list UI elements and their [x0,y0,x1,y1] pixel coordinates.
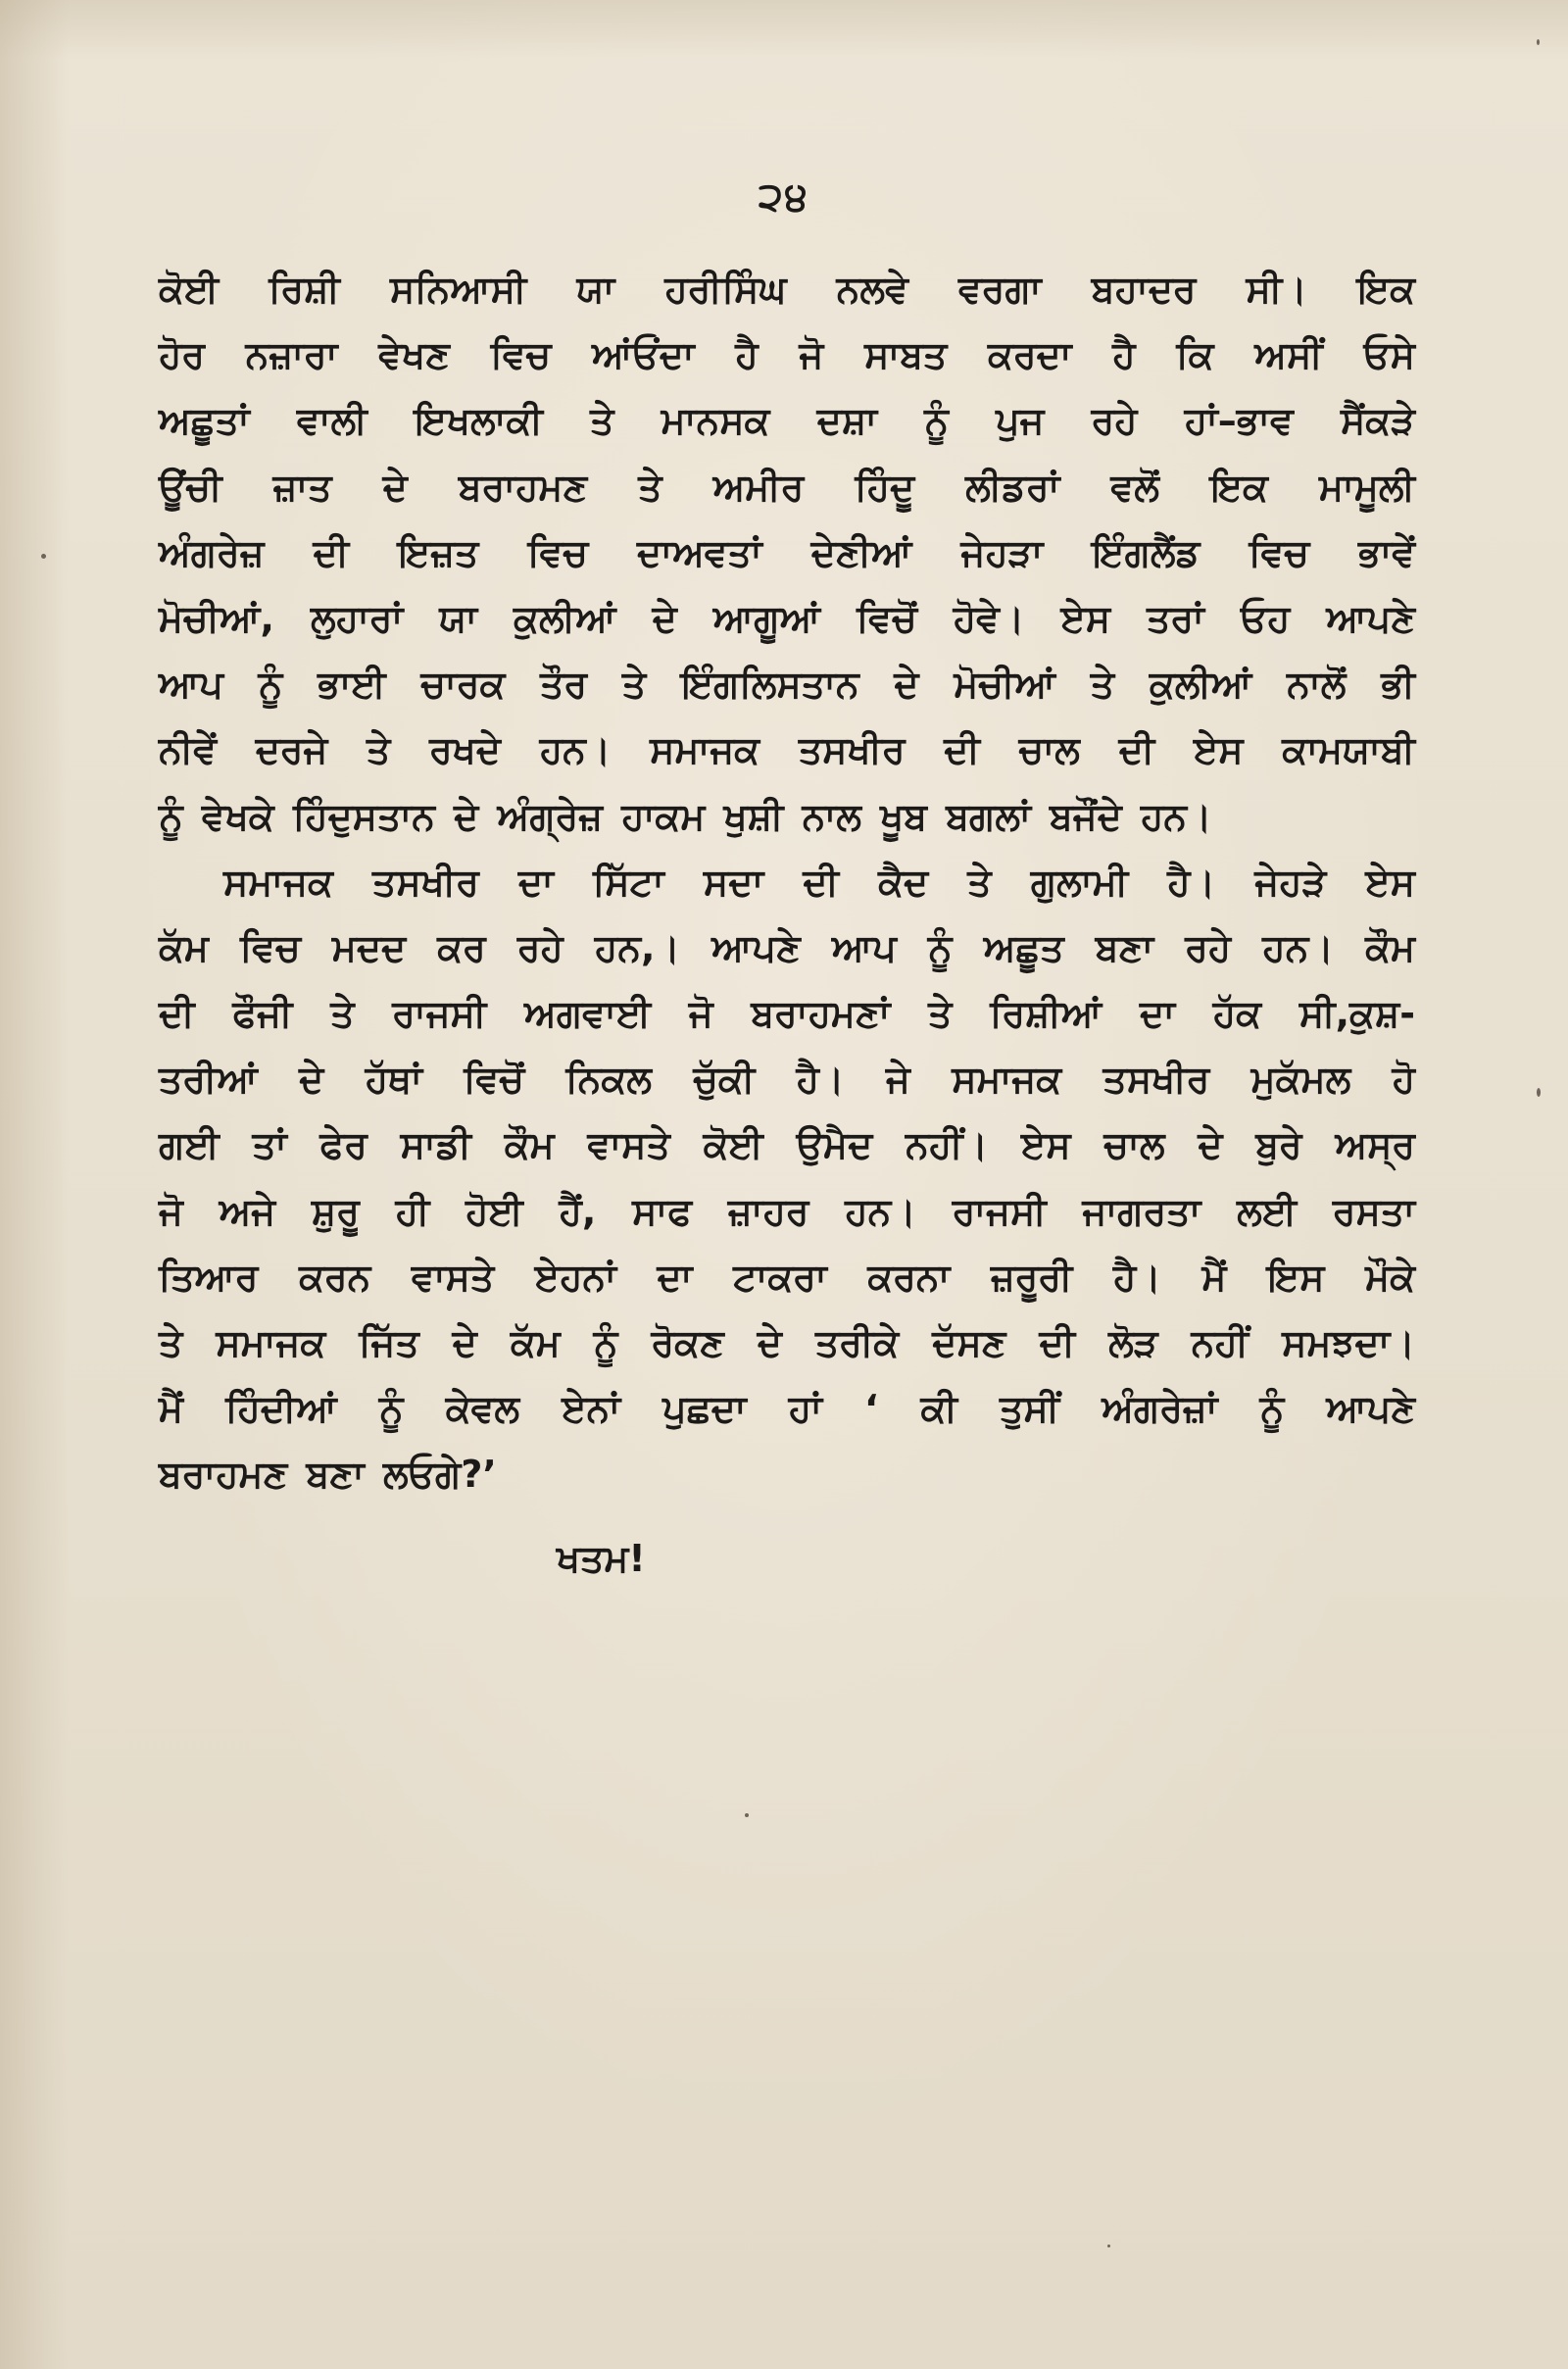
text-line-18: ਮੈਂ ਹਿੰਦੀਆਂ ਨੂੰ ਕੇਵਲ ਏਨਾਂ ਪੁਛਦਾ ਹਾਂ ‘ ਕੀ ਤੁਸੀਂ ਅੰਗਰੇਜ਼ਾਂ ਨੂੰ ਆਪਣੇ [159,1387,1415,1431]
text-line-5: ਅੰਗਰੇਜ਼ ਦੀ ਇਜ਼ਤ ਵਿਚ ਦਾਅਵਤਾਂ ਦੇਣੀਆਂ ਜੇਹੜਾ ਇੰਗਲੈਂਡ ਵਿਚ ਭਾਵੇਂ [159,530,1415,574]
text-line-14: ਗਈ ਤਾਂ ਫੇਰ ਸਾਡੀ ਕੌਮ ਵਾਸਤੇ ਕੋਈ ਉਮੈਦ ਨਹੀਂ। ਏਸ ਚਾਲ ਦੇ ਬੁਰੇ ਅਸ੍ਰ [159,1123,1415,1167]
text-line-7: ਆਪ ਨੂੰ ਭਾਈ ਚਾਰਕ ਤੌਰ ਤੇ ਇੰਗਲਿਸਤਾਨ ਦੇ ਮੋਚੀਆਂ ਤੇ ਕੁਲੀਆਂ ਨਾਲੋਂ ਭੀ [159,663,1415,707]
text-line-1: ਕੋਈ ਰਿਸ਼ੀ ਸਨਿਆਸੀ ਯਾ ਹਰੀਸਿੰਘ ਨਲਵੇ ਵਰਗਾ ਬਹਾਦਰ ਸੀ। ਇਕ [159,268,1415,311]
paper-speck [1537,39,1540,45]
text-line-6: ਮੋਚੀਆਂ, ਲੁਹਾਰਾਂ ਯਾ ਕੁਲੀਆਂ ਦੇ ਆਗੂਆਂ ਵਿਚੋਂ ਹੋਵੇ। ਏਸ ਤਰਾਂ ਓਹ ਆਪਣੇ [159,596,1415,640]
page-edge-shadow-left [0,0,69,2369]
paper-speck [1107,2245,1110,2247]
text-line-8: ਨੀਵੇਂ ਦਰਜੇ ਤੇ ਰਖਦੇ ਹਨ। ਸਮਾਜਕ ਤਸਖੀਰ ਦੀ ਚਾਲ ਦੀ ਏਸ ਕਾਮਯਾਬੀ [159,728,1415,772]
page-number: ੨੪ [759,174,809,220]
paper-speck [1537,1088,1541,1097]
body-text [159,257,1415,1508]
text-line-10: ਸਮਾਜਕ ਤਸਖੀਰ ਦਾ ਸਿੱਟਾ ਸਦਾ ਦੀ ਕੈਦ ਤੇ ਗੁਲਾਮੀ ਹੈ। ਜੇਹੜੇ ਏਸ [223,860,1415,904]
text-line-11: ਕੱਮ ਵਿਚ ਮਦਦ ਕਰ ਰਹੇ ਹਨ,। ਆਪਣੇ ਆਪ ਨੂੰ ਅਛੂਤ ਬਣਾ ਰਹੇ ਹਨ। ਕੌਮ [159,925,1415,969]
text-line-19: ਬਰਾਹਮਣ ਬਣਾ ਲਓਗੇ?’ [159,1453,497,1497]
text-line-16: ਤਿਆਰ ਕਰਨ ਵਾਸਤੇ ਏਹਨਾਂ ਦਾ ਟਾਕਰਾ ਕਰਨਾ ਜ਼ਰੂਰੀ ਹੈ। ਮੈਂ ਇਸ ਮੌਕੇ [159,1255,1415,1299]
text-line-2: ਹੋਰ ਨਜ਼ਾਰਾ ਵੇਖਣ ਵਿਚ ਆਂਓਂਦਾ ਹੈ ਜੋ ਸਾਬਤ ਕਰਦਾ ਹੈ ਕਿ ਅਸੀਂ ਓਸੇ [159,333,1415,377]
text-line-3: ਅਛੂਤਾਂ ਵਾਲੀ ਇਖਲਾਕੀ ਤੇ ਮਾਨਸਕ ਦਸ਼ਾ ਨੂੰ ਪੁਜ ਰਹੇ ਹਾਂ–ਭਾਵ ਸੈਂਕੜੇ [159,399,1415,443]
text-line-12: ਦੀ ਫੌਜੀ ਤੇ ਰਾਜਸੀ ਅਗਵਾਈ ਜੋ ਬਰਾਹਮਣਾਂ ਤੇ ਰਿਸ਼ੀਆਂ ਦਾ ਹੱਕ ਸੀ,ਕੁਸ਼- [159,992,1415,1036]
page-edge-shadow-top [0,0,1568,59]
text-line-15: ਜੋ ਅਜੇ ਸ਼ੁਰੂ ਹੀ ਹੋਈ ਹੈਂ, ਸਾਫ ਜ਼ਾਹਰ ਹਨ। ਰਾਜਸੀ ਜਾਗਰਤਾ ਲਈ ਰਸਤਾ [159,1189,1415,1233]
text-line-9: ਨੂੰ ਵੇਖਕੇ ਹਿੰਦੁਸਤਾਨ ਦੇ ਅੰਗ੍ਰੇਜ਼ ਹਾਕਮ ਖੁਸ਼ੀ ਨਾਲ ਖੂਬ ਬਗਲਾਂ ਬਜੌਂਦੇ ਹਨ। [159,794,1212,838]
paper-speck [745,1813,749,1817]
text-line-13: ਤਰੀਆਂ ਦੇ ਹੱਥਾਂ ਵਿਚੋਂ ਨਿਕਲ ਚੁੱਕੀ ਹੈ। ਜੇ ਸਮਾਜਕ ਤਸਖੀਰ ਮੁਕੱਮਲ ਹੋ [159,1058,1415,1102]
text-line-4: ਊਂਚੀ ਜ਼ਾਤ ਦੇ ਬਰਾਹਮਣ ਤੇ ਅਮੀਰ ਹਿੰਦੂ ਲੀਡਰਾਂ ਵਲੋਂ ਇਕ ਮਾਮੂਲੀ [159,465,1415,509]
paper-speck [41,554,46,559]
closing-word: ਖਤਮ! [557,1537,646,1580]
text-line-17: ਤੇ ਸਮਾਜਕ ਜਿੱਤ ਦੇ ਕੱਮ ਨੂੰ ਰੋਕਣ ਦੇ ਤਰੀਕੇ ਦੱਸਣ ਦੀ ਲੋੜ ਨਹੀਂ ਸਮਝਦਾ। [159,1321,1415,1364]
